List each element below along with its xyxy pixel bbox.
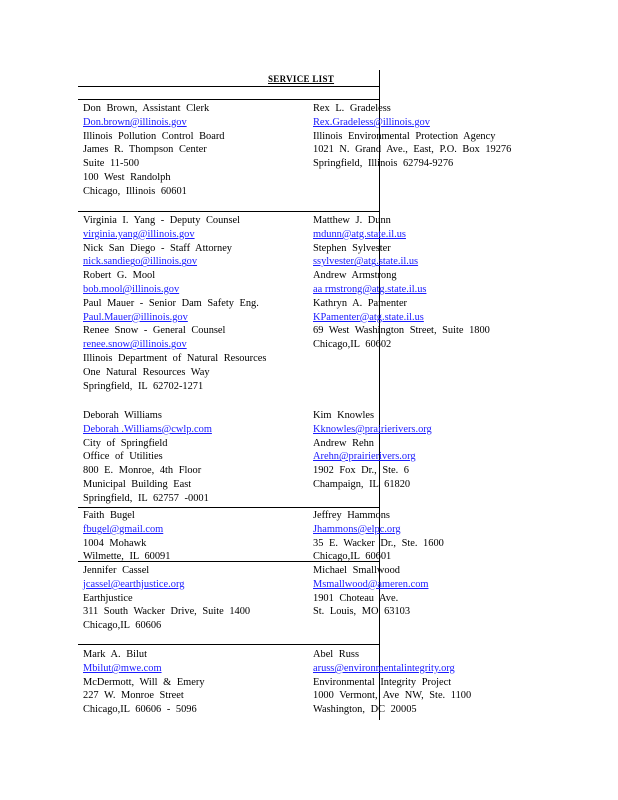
address-line: Chicago, Illinois 60601: [83, 185, 187, 197]
contact-block: [313, 509, 548, 564]
address-line: Municipal Building East: [83, 478, 192, 490]
contact-email-link[interactable]: nick.sandiego@illinois.gov: [83, 256, 198, 268]
address-line: 1901 Choteau Ave.: [313, 592, 399, 604]
contact-email-link[interactable]: Mbilut@mwe.com: [83, 662, 162, 674]
contact-email-link[interactable]: Don.brown@illinois.gov: [83, 116, 187, 128]
address-line: 227 W. Monroe Street: [83, 690, 184, 702]
address-line: 311 South Wacker Drive, Suite 1400: [83, 606, 251, 618]
contact-email-link[interactable]: aa rmstrong@atg.state.il.us: [313, 283, 427, 295]
contact-name: Jennifer Cassel: [83, 565, 150, 576]
contact-name: Faith Bugel: [83, 510, 135, 521]
contact-email-link[interactable]: Paul.Mauer@illinois.gov: [83, 311, 188, 323]
address-line: Suite 11-500: [83, 158, 140, 170]
address-line: Springfield, IL 62757 -0001: [83, 492, 209, 504]
address-line: 35 E. Wacker Dr., Ste. 1600: [313, 537, 444, 549]
contact-block: [313, 564, 548, 619]
contact-email-link[interactable]: jcassel@earthjustice.org: [83, 578, 185, 590]
row-divider: [78, 507, 379, 508]
contact-email-link[interactable]: fbugel@gmail.com: [83, 523, 164, 535]
contact-email-link[interactable]: Deborah .Williams@cwlp.com: [83, 423, 212, 435]
contact-email-link[interactable]: virginia.yang@illinois.gov: [83, 228, 195, 240]
address-line: 1004 Mohawk: [83, 537, 147, 549]
contact-block: [313, 409, 548, 492]
address-line: 1902 Fox Dr., Ste. 6: [313, 465, 409, 477]
address-line: 1000 Vermont, Ave NW, Ste. 1100: [313, 690, 472, 702]
contact-name: Mark A. Bilut: [83, 649, 148, 660]
contact-name: Kim Knowles: [313, 410, 375, 421]
contact-name: Abel Russ: [313, 649, 360, 660]
address-line: 1021 N. Grand Ave., East, P.O. Box 19276: [313, 144, 512, 156]
row-divider: [78, 644, 379, 645]
address-line: Illinois Department of Natural Resources: [83, 352, 267, 364]
contact-name: Jeffrey Hammons: [313, 510, 390, 521]
contact-email-link[interactable]: KPamenter@atg.state.il.us: [313, 311, 424, 323]
contact-name: Virginia I. Yang - Deputy Counsel: [83, 215, 241, 226]
address-line: Chicago,IL 60606: [83, 620, 162, 632]
address-line: Springfield, IL 62702-1271: [83, 380, 204, 392]
contact-name: Rex L. Gradeless: [313, 103, 391, 114]
contact-name: Kathryn A. Pamenter: [313, 297, 408, 309]
contact-name: Andrew Armstrong: [313, 270, 397, 282]
contact-email-link[interactable]: bob.mool@illinois.gov: [83, 283, 180, 295]
contact-name: Renee Snow - General Counsel: [83, 325, 226, 337]
contact-name: Stephen Sylvester: [313, 242, 391, 254]
address-line: One Natural Resources Way: [83, 366, 210, 378]
contact-block: [313, 102, 548, 171]
header-rule: [78, 86, 379, 87]
row-divider: [78, 211, 379, 212]
contact-block: [83, 564, 318, 633]
address-line: Chicago,IL 60601: [313, 551, 392, 563]
contact-email-link[interactable]: ssylvester@atg.state.il.us: [313, 256, 419, 268]
page-title: SERVICE LIST: [268, 74, 335, 84]
contact-name: Nick San Diego - Staff Attorney: [83, 242, 232, 254]
contact-email-link[interactable]: Kknowles@prairierivers.org: [313, 423, 432, 435]
address-line: 800 E. Monroe, 4th Floor: [83, 465, 202, 477]
address-line: Chicago,IL 60606 - 5096: [83, 704, 197, 716]
contact-name: Robert G. Mool: [83, 270, 156, 282]
contact-block: [83, 409, 318, 506]
address-line: Illinois Environmental Protection Agency: [313, 130, 496, 142]
contact-name: Paul Mauer - Senior Dam Safety Eng.: [83, 297, 259, 309]
contact-email-link[interactable]: Jhammons@elpc.org: [313, 523, 401, 535]
address-line: City of Springfield: [83, 437, 168, 449]
contact-name: Don Brown, Assistant Clerk: [83, 103, 210, 114]
contact-block: [83, 102, 318, 199]
contact-block: [313, 648, 548, 717]
row-divider: [78, 99, 379, 100]
contact-email-link[interactable]: mdunn@atg.state.il.us: [313, 228, 406, 240]
address-line: Washington, DC 20005: [313, 704, 417, 716]
address-line: Environmental Integrity Project: [313, 676, 452, 688]
address-line: Springfield, Illinois 62794-9276: [313, 158, 454, 170]
address-line: McDermott, Will & Emery: [83, 676, 205, 688]
address-line: James R. Thompson Center: [83, 144, 207, 156]
contact-email-link[interactable]: renee.snow@illinois.gov: [83, 339, 187, 351]
contact-block: [83, 648, 318, 717]
address-line: Champaign, IL 61820: [313, 478, 411, 490]
contact-block: [83, 214, 318, 393]
address-line: Illinois Pollution Control Board: [83, 130, 225, 142]
contact-email-link[interactable]: Rex.Gradeless@illinois.gov: [313, 116, 430, 128]
address-line: Wilmette, IL 60091: [83, 551, 171, 563]
contact-block: [313, 214, 548, 352]
address-line: 100 West Randolph: [83, 171, 171, 183]
contact-email-link[interactable]: Arehn@prairierivers.org: [313, 451, 416, 463]
address-line: Earthjustice: [83, 592, 133, 604]
address-line: St. Louis, MO 63103: [313, 606, 411, 618]
contact-name: Deborah Williams: [83, 410, 162, 421]
address-line: Office of Utilities: [83, 451, 163, 463]
address-line: Chicago,IL 60602: [313, 339, 392, 351]
contact-name: Matthew J. Dunn: [313, 215, 391, 226]
address-line: 69 West Washington Street, Suite 1800: [313, 325, 490, 337]
contact-email-link[interactable]: Msmallwood@ameren.com: [313, 578, 429, 590]
contact-block: [83, 509, 318, 564]
contact-name: Michael Smallwood: [313, 565, 400, 576]
contact-name: Andrew Rehn: [313, 437, 375, 449]
contact-email-link[interactable]: aruss@environmentalintegrity.org: [313, 662, 455, 674]
